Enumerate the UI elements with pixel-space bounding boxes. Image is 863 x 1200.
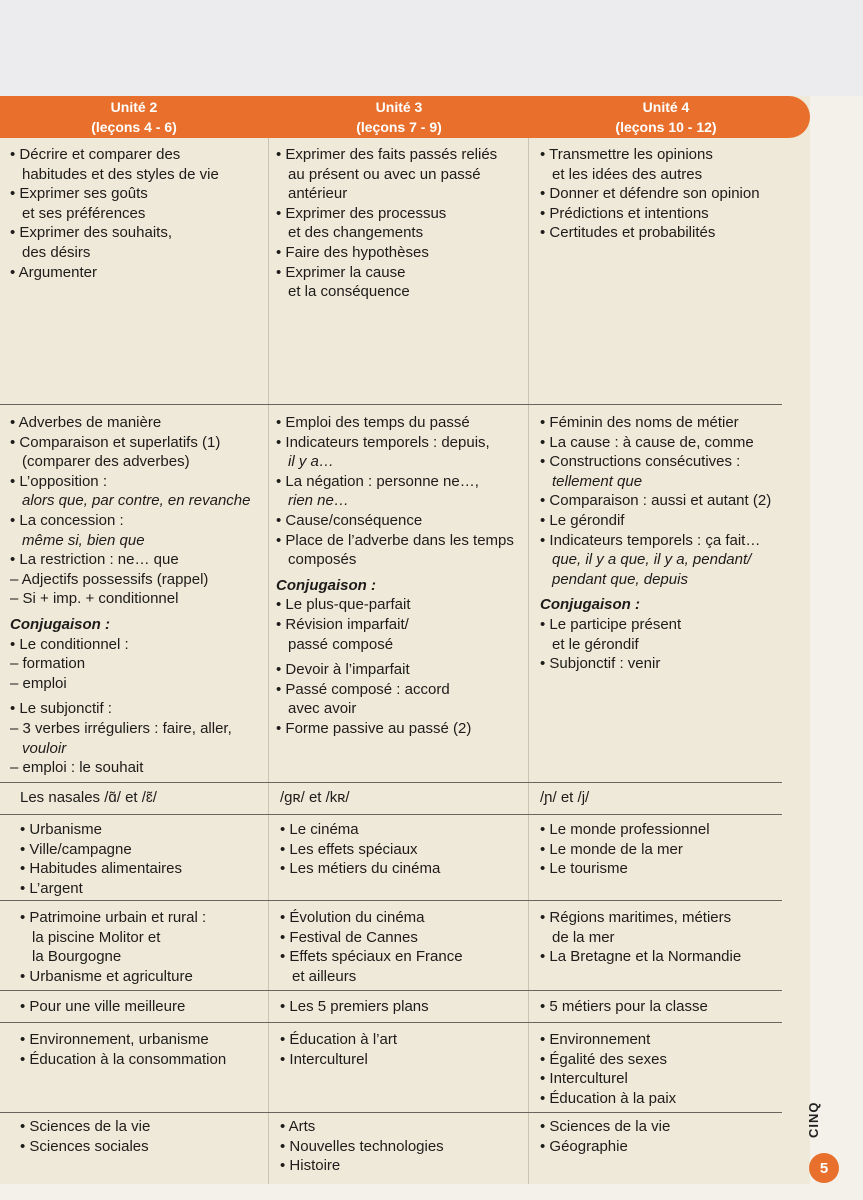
list-item: tellement que: [552, 472, 643, 490]
list-item: • Argumenter: [10, 263, 97, 281]
list-item: • Prédictions et intentions: [540, 204, 709, 222]
list-item: • Les effets spéciaux: [280, 840, 418, 858]
list-item: • Donner et défendre son opinion: [540, 185, 760, 203]
vocabulary-unit-2: [20, 820, 265, 898]
list-item: • Exprimer des souhaits,: [10, 224, 172, 242]
list-item: • Exprimer la cause: [276, 263, 406, 281]
list-item: et ses préférences: [22, 204, 146, 222]
list-item: • Cause/conséquence: [276, 511, 423, 529]
list-item: • Subjonctif : venir: [540, 655, 661, 673]
list-item: et les idées des autres: [552, 165, 703, 183]
list-item: • Environnement, urbanisme: [20, 1031, 209, 1048]
list-item: – emploi : le souhait: [10, 759, 144, 777]
list-item: des désirs: [22, 243, 91, 261]
side-label: CINQ: [806, 1101, 821, 1138]
list-item: • Géographie: [540, 1137, 628, 1155]
objectives-unit-2: [10, 145, 262, 282]
list-item: • Constructions consécutives :: [540, 453, 741, 471]
list-item: • Urbanisme et agriculture: [20, 967, 193, 985]
list-item: • Le cinéma: [280, 821, 359, 838]
conjugaison-heading: Conjugaison :: [276, 576, 376, 594]
list-item: • Patrimoine urbain et rural :: [20, 909, 207, 926]
list-item: habitudes et des styles de vie: [22, 165, 219, 183]
list-item: • Décrire et comparer des: [10, 146, 181, 163]
list-item: • L’opposition :: [10, 472, 107, 490]
list-item: antérieur: [288, 185, 348, 203]
list-item: alors que, par contre, en revanche: [22, 492, 251, 510]
list-item: • Arts: [280, 1118, 316, 1135]
list-item: • Emploi des temps du passé: [276, 414, 470, 431]
list-item: • Forme passive au passé (2): [276, 719, 472, 737]
list-item: (comparer des adverbes): [22, 453, 190, 471]
list-item: – Adjectifs possessifs (rappel): [10, 570, 209, 588]
list-item: • Le monde de la mer: [540, 840, 683, 858]
list-item: • Certitudes et probabilités: [540, 224, 716, 242]
list-item: – 3 verbes irréguliers : faire, aller,: [10, 719, 232, 737]
list-item: • Éducation à l’art: [280, 1031, 397, 1048]
grammar-unit-4: [540, 413, 802, 674]
list-item: – emploi: [10, 674, 67, 692]
list-item: pendant que, depuis: [552, 570, 688, 588]
list-item: et ailleurs: [292, 967, 357, 985]
list-item: et le gérondif: [552, 635, 639, 653]
list-item: • Comparaison : aussi et autant (2): [540, 492, 772, 510]
list-item: passé composé: [288, 635, 394, 653]
column-divider: [268, 138, 269, 1184]
list-item: • Place de l’adverbe dans les temps: [276, 531, 514, 549]
page-top-margin: [0, 0, 863, 96]
grammar-unit-3: [276, 413, 526, 739]
list-item: • Exprimer ses goûts: [10, 185, 148, 203]
list-item: avec avoir: [288, 700, 357, 718]
list-item: • Indicateurs temporels : depuis,: [276, 433, 490, 451]
list-item: • Environnement: [540, 1031, 651, 1048]
list-item: • La concession :: [10, 511, 124, 529]
list-item: • La restriction : ne… que: [10, 551, 179, 569]
list-item: la Bourgogne: [32, 948, 122, 966]
list-item: • Interculturel: [280, 1050, 368, 1068]
phonetics-unit-4: /ɲ/ et /j/: [540, 789, 590, 806]
header-unit-4: [530, 96, 802, 138]
culture-unit-3: [280, 908, 525, 986]
list-item: • Histoire: [280, 1157, 341, 1175]
list-item: • Devoir à l’imparfait: [276, 661, 410, 679]
row-divider: [0, 1022, 782, 1023]
list-item: vouloir: [22, 739, 67, 757]
list-item: • Le tourisme: [540, 860, 628, 878]
header-title: Unité 2: [110, 99, 158, 115]
list-item: • Effets spéciaux en France: [280, 948, 463, 966]
list-item: • Le gérondif: [540, 511, 625, 529]
header-subtitle: (leçons 10 - 12): [615, 119, 717, 135]
list-item: de la mer: [552, 928, 615, 946]
project-unit-4: • 5 métiers pour la classe: [540, 998, 708, 1015]
table-header: [0, 96, 810, 138]
list-item: • Éducation à la consommation: [20, 1050, 227, 1068]
transversal-unit-3: [280, 1030, 525, 1069]
row-divider: [0, 404, 782, 405]
list-item: • Adverbes de manière: [10, 414, 162, 431]
list-item: – formation: [10, 655, 86, 673]
culture-unit-2: [20, 908, 265, 986]
list-item: • Régions maritimes, métiers: [540, 909, 732, 926]
list-item: • Le conditionnel :: [10, 635, 129, 653]
grammar-unit-2: [10, 413, 265, 778]
phonetics-unit-2: Les nasales /ɑ̃/ et /ɛ̃/: [20, 789, 157, 806]
objectives-unit-4: [540, 145, 800, 243]
list-item: • Interculturel: [540, 1070, 628, 1088]
list-item: • Exprimer des faits passés reliés: [276, 146, 498, 163]
list-item: que, il y a que, il y a, pendant/: [552, 551, 752, 569]
header-subtitle: (leçons 4 - 6): [91, 119, 177, 135]
list-item: • La cause : à cause de, comme: [540, 433, 754, 451]
list-item: • Les métiers du cinéma: [280, 860, 441, 878]
list-item: • Révision imparfait/: [276, 615, 409, 633]
row-divider: [0, 990, 782, 991]
list-item: • Urbanisme: [20, 821, 102, 838]
list-item: • Exprimer des processus: [276, 204, 447, 222]
list-item: même si, bien que: [22, 531, 145, 549]
list-item: • Éducation à la paix: [540, 1089, 677, 1107]
list-item: au présent ou avec un passé: [288, 165, 481, 183]
row-divider: [0, 782, 782, 783]
list-item: – Si + imp. + conditionnel: [10, 590, 179, 608]
row-divider: [0, 814, 782, 815]
list-item: • Festival de Cannes: [280, 928, 418, 946]
phonetics-unit-3: /gʀ/ et /kʀ/: [280, 789, 350, 806]
list-item: et des changements: [288, 224, 424, 242]
objectives-unit-3: [276, 145, 524, 302]
list-item: • Habitudes alimentaires: [20, 860, 182, 878]
list-item: • L’argent: [20, 879, 83, 897]
list-item: • Indicateurs temporels : ça fait…: [540, 531, 761, 549]
row-divider: [0, 1112, 782, 1113]
column-divider: [528, 138, 529, 1184]
list-item: • Faire des hypothèses: [276, 243, 429, 261]
disciplines-unit-3: [280, 1117, 525, 1176]
row-divider: [0, 900, 782, 901]
list-item: • Le monde professionnel: [540, 821, 710, 838]
list-item: • La négation : personne ne…,: [276, 472, 479, 490]
list-item: • Féminin des noms de métier: [540, 414, 739, 431]
transversal-unit-2: [20, 1030, 265, 1069]
list-item: • Égalité des sexes: [540, 1050, 667, 1068]
list-item: et la conséquence: [288, 283, 410, 301]
list-item: • Sciences de la vie: [540, 1118, 671, 1135]
list-item: • Le plus-que-parfait: [276, 596, 411, 614]
header-unit-3: [268, 96, 530, 138]
list-item: • Transmettre les opinions: [540, 146, 713, 163]
conjugaison-heading: Conjugaison :: [10, 615, 110, 633]
project-unit-2: • Pour une ville meilleure: [20, 998, 186, 1015]
header-subtitle: (leçons 7 - 9): [356, 119, 442, 135]
list-item: • Le participe présent: [540, 615, 682, 633]
list-item: • La Bretagne et la Normandie: [540, 948, 742, 966]
disciplines-unit-4: [540, 1117, 790, 1156]
list-item: • Comparaison et superlatifs (1): [10, 433, 221, 451]
header-title: Unité 4: [642, 99, 690, 115]
header-unit-2: [0, 96, 268, 138]
list-item: • Sciences sociales: [20, 1137, 149, 1155]
project-unit-3: • Les 5 premiers plans: [280, 998, 429, 1015]
list-item: • Ville/campagne: [20, 840, 132, 858]
list-item: • Passé composé : accord: [276, 680, 450, 698]
vocabulary-unit-3: [280, 820, 525, 879]
list-item: la piscine Molitor et: [32, 928, 161, 946]
conjugaison-heading: Conjugaison :: [540, 596, 640, 614]
list-item: il y a…: [288, 453, 334, 471]
list-item: composés: [288, 551, 357, 569]
header-title: Unité 3: [375, 99, 423, 115]
list-item: • Le subjonctif :: [10, 700, 112, 718]
syllabus-table: [0, 96, 810, 1184]
list-item: rien ne…: [288, 492, 349, 510]
vocabulary-unit-4: [540, 820, 790, 879]
list-item: • Sciences de la vie: [20, 1118, 151, 1135]
page-number: 5: [809, 1153, 839, 1183]
transversal-unit-4: [540, 1030, 790, 1108]
culture-unit-4: [540, 908, 790, 967]
disciplines-unit-2: [20, 1117, 265, 1156]
list-item: • Évolution du cinéma: [280, 909, 425, 926]
list-item: • Nouvelles technologies: [280, 1137, 444, 1155]
